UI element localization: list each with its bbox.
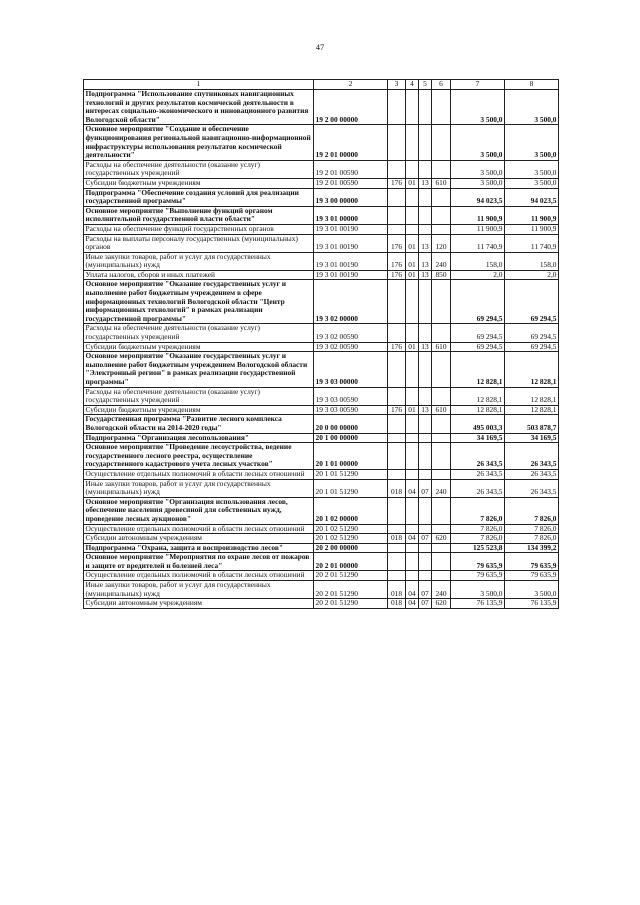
row-grbs <box>388 571 406 581</box>
row-pr <box>419 553 432 571</box>
row-rz <box>406 553 419 571</box>
row-pr <box>419 280 432 324</box>
row-code: 20 0 00 00000 <box>314 415 388 433</box>
row-vr <box>432 280 451 324</box>
row-name: Расходы на обеспечение деятельности (оказание услуг) государственных учреждений <box>84 160 314 178</box>
row-sum-2020: 79 635,9 <box>505 553 559 571</box>
row-sum-2020: 11 900,9 <box>505 206 559 224</box>
row-name: Подпрограмма "Охрана, защита и воспроизводство лесов" <box>84 543 314 553</box>
header-row <box>84 80 559 90</box>
row-sum-2020: 79 635,9 <box>505 571 559 581</box>
row-sum-2019: 125 523,8 <box>451 543 505 553</box>
row-name: Субсидии бюджетным учреждениям <box>84 405 314 415</box>
table-row <box>84 252 559 270</box>
row-sum-2019: 12 828,1 <box>451 387 505 405</box>
row-vr <box>432 524 451 534</box>
row-sum-2019: 495 003,3 <box>451 415 505 433</box>
row-sum-2020: 3 500,0 <box>505 90 559 125</box>
row-name: Расходы на обеспечение деятельности (оказание услуг) государственных учреждений <box>84 387 314 405</box>
table-row <box>84 534 559 544</box>
row-vr <box>432 543 451 553</box>
row-sum-2020: 69 294,5 <box>505 324 559 342</box>
row-pr: 07 <box>419 479 432 497</box>
row-sum-2020: 69 294,5 <box>505 280 559 324</box>
row-grbs <box>388 352 406 387</box>
row-code: 19 3 03 00590 <box>314 387 388 405</box>
row-code: 20 1 02 51290 <box>314 524 388 534</box>
table-row <box>84 543 559 553</box>
row-vr: 240 <box>432 252 451 270</box>
row-code: 19 3 03 00000 <box>314 352 388 387</box>
row-grbs: 018 <box>388 534 406 544</box>
row-code: 20 2 01 00000 <box>314 553 388 571</box>
row-rz: 04 <box>406 534 419 544</box>
table-row <box>84 479 559 497</box>
row-pr <box>419 160 432 178</box>
row-name: Субсидии бюджетным учреждениям <box>84 178 314 188</box>
row-code: 19 2 01 00590 <box>314 178 388 188</box>
row-sum-2020: 134 399,2 <box>505 543 559 553</box>
row-pr <box>419 543 432 553</box>
table-row <box>84 524 559 534</box>
table-row <box>84 234 559 252</box>
row-grbs: 176 <box>388 270 406 280</box>
header-col-7: 7 <box>451 80 505 90</box>
row-sum-2020: 3 500,0 <box>505 178 559 188</box>
row-pr <box>419 433 432 443</box>
row-vr <box>432 206 451 224</box>
row-vr <box>432 160 451 178</box>
row-code: 19 3 01 00000 <box>314 206 388 224</box>
budget-table <box>83 79 559 609</box>
table-row <box>84 188 559 206</box>
row-grbs: 176 <box>388 405 406 415</box>
row-code: 20 2 01 51290 <box>314 599 388 609</box>
header-col-1: 1 <box>84 80 314 90</box>
row-rz: 01 <box>406 252 419 270</box>
row-sum-2019: 69 294,5 <box>451 342 505 352</box>
row-sum-2020: 34 169,5 <box>505 433 559 443</box>
row-rz <box>406 125 419 160</box>
row-vr <box>432 433 451 443</box>
row-rz <box>406 415 419 433</box>
table-row <box>84 90 559 125</box>
row-pr: 07 <box>419 581 432 599</box>
row-vr <box>432 125 451 160</box>
row-grbs <box>388 280 406 324</box>
row-sum-2020: 26 343,5 <box>505 479 559 497</box>
row-sum-2019: 76 135,9 <box>451 599 505 609</box>
row-rz <box>406 497 419 524</box>
row-rz <box>406 206 419 224</box>
row-name: Основное мероприятие "Создание и обеспечение функционирования региональной навигационно-информационной инфраструктуры использования результатов космической деятельности" <box>84 125 314 160</box>
row-pr <box>419 188 432 206</box>
row-name: Иные закупки товаров, работ и услуг для государственных (муниципальных) нужд <box>84 252 314 270</box>
row-code: 19 3 01 00190 <box>314 270 388 280</box>
row-grbs <box>388 433 406 443</box>
row-sum-2019: 11 900,9 <box>451 224 505 234</box>
row-grbs <box>388 497 406 524</box>
row-vr <box>432 387 451 405</box>
row-sum-2019: 79 635,9 <box>451 553 505 571</box>
row-sum-2020: 158,0 <box>505 252 559 270</box>
row-name: Субсидии бюджетным учреждениям <box>84 342 314 352</box>
row-name: Подпрограмма "Обеспечение создания условий для реализации государственной программы" <box>84 188 314 206</box>
row-pr <box>419 443 432 470</box>
row-vr: 610 <box>432 405 451 415</box>
row-code: 20 1 02 00000 <box>314 497 388 524</box>
row-grbs <box>388 543 406 553</box>
row-grbs: 176 <box>388 342 406 352</box>
row-pr <box>419 224 432 234</box>
row-code: 19 3 02 00000 <box>314 280 388 324</box>
row-name: Основное мероприятие "Оказание государственных услуг и выполнение работ бюджетным учреждением Вологодской области "Электронный регион" в рамках реализации государственной программы" <box>84 352 314 387</box>
row-rz <box>406 188 419 206</box>
row-vr <box>432 469 451 479</box>
row-sum-2020: 2,0 <box>505 270 559 280</box>
row-grbs <box>388 160 406 178</box>
row-sum-2020: 12 828,1 <box>505 405 559 415</box>
row-sum-2019: 69 294,5 <box>451 324 505 342</box>
row-sum-2019: 158,0 <box>451 252 505 270</box>
row-sum-2020: 12 828,1 <box>505 352 559 387</box>
row-sum-2020: 7 826,0 <box>505 497 559 524</box>
row-pr: 07 <box>419 534 432 544</box>
header-col-5: 5 <box>419 80 432 90</box>
row-vr: 610 <box>432 178 451 188</box>
table-row <box>84 160 559 178</box>
row-vr: 240 <box>432 581 451 599</box>
row-vr <box>432 90 451 125</box>
row-pr: 13 <box>419 252 432 270</box>
row-pr <box>419 497 432 524</box>
row-rz <box>406 352 419 387</box>
row-rz: 01 <box>406 342 419 352</box>
row-name: Иные закупки товаров, работ и услуг для государственных (муниципальных) нужд <box>84 479 314 497</box>
row-code: 20 1 01 51290 <box>314 479 388 497</box>
row-sum-2020: 69 294,5 <box>505 342 559 352</box>
row-code: 20 1 02 51290 <box>314 534 388 544</box>
row-name: Осуществление отдельных полномочий в области лесных отношений <box>84 571 314 581</box>
row-name: Уплата налогов, сборов и иных платежей <box>84 270 314 280</box>
row-name: Осуществление отдельных полномочий в области лесных отношений <box>84 524 314 534</box>
row-grbs <box>388 224 406 234</box>
row-pr <box>419 324 432 342</box>
table-row <box>84 342 559 352</box>
table-row <box>84 599 559 609</box>
row-pr <box>419 352 432 387</box>
header-col-3: 3 <box>388 80 406 90</box>
table-row <box>84 415 559 433</box>
row-code: 19 3 01 00190 <box>314 252 388 270</box>
row-sum-2019: 11 740,9 <box>451 234 505 252</box>
row-name: Основное мероприятие "Проведение лесоустройства, ведение государственного лесного реестра, осуществление государственного кадастрового учета лесных участков" <box>84 443 314 470</box>
row-sum-2020: 7 826,0 <box>505 524 559 534</box>
row-grbs <box>388 553 406 571</box>
header-col-2: 2 <box>314 80 388 90</box>
row-code: 20 2 01 51290 <box>314 581 388 599</box>
table-row <box>84 405 559 415</box>
header-col-4: 4 <box>406 80 419 90</box>
row-rz <box>406 160 419 178</box>
row-rz: 01 <box>406 234 419 252</box>
row-grbs <box>388 469 406 479</box>
row-sum-2020: 7 826,0 <box>505 534 559 544</box>
row-sum-2020: 76 135,9 <box>505 599 559 609</box>
row-pr <box>419 415 432 433</box>
row-vr <box>432 415 451 433</box>
row-rz <box>406 469 419 479</box>
row-vr: 620 <box>432 534 451 544</box>
row-sum-2019: 26 343,5 <box>451 469 505 479</box>
row-code: 20 1 00 00000 <box>314 433 388 443</box>
row-vr: 240 <box>432 479 451 497</box>
row-grbs <box>388 188 406 206</box>
row-pr: 07 <box>419 599 432 609</box>
row-code: 19 3 01 00190 <box>314 224 388 234</box>
table-row <box>84 224 559 234</box>
row-name: Расходы на обеспечение функций государственных органов <box>84 224 314 234</box>
row-rz: 01 <box>406 270 419 280</box>
row-name: Расходы на обеспечение деятельности (оказание услуг) государственных учреждений <box>84 324 314 342</box>
row-code: 20 2 01 51290 <box>314 571 388 581</box>
row-rz: 01 <box>406 178 419 188</box>
row-rz <box>406 543 419 553</box>
row-sum-2019: 7 826,0 <box>451 524 505 534</box>
row-vr <box>432 224 451 234</box>
table-row <box>84 206 559 224</box>
row-sum-2019: 3 500,0 <box>451 160 505 178</box>
table-row <box>84 497 559 524</box>
row-grbs: 176 <box>388 178 406 188</box>
row-code: 19 2 01 00000 <box>314 125 388 160</box>
table-row <box>84 581 559 599</box>
row-name: Основное мероприятие "Организация использования лесов, обеспечение населения древесиной для собственных нужд, проведение лесных аукционов" <box>84 497 314 524</box>
row-sum-2019: 79 635,9 <box>451 571 505 581</box>
row-vr <box>432 188 451 206</box>
row-rz: 04 <box>406 479 419 497</box>
row-sum-2020: 3 500,0 <box>505 160 559 178</box>
row-name: Основное мероприятие "Оказание государственных услуг и выполнение работ бюджетным учреждением в сфере информационных технологий Вологодской области "Центр информационных технологий" в рамках реализации государственной программы" <box>84 280 314 324</box>
table-row <box>84 270 559 280</box>
row-sum-2019: 3 500,0 <box>451 581 505 599</box>
row-code: 19 3 02 00590 <box>314 342 388 352</box>
row-vr <box>432 571 451 581</box>
row-rz <box>406 443 419 470</box>
row-vr <box>432 324 451 342</box>
row-vr: 120 <box>432 234 451 252</box>
row-grbs: 176 <box>388 234 406 252</box>
row-vr <box>432 352 451 387</box>
row-sum-2019: 3 500,0 <box>451 90 505 125</box>
row-pr <box>419 387 432 405</box>
row-code: 19 3 02 00590 <box>314 324 388 342</box>
table-row <box>84 553 559 571</box>
row-sum-2019: 12 828,1 <box>451 352 505 387</box>
row-sum-2020: 3 500,0 <box>505 581 559 599</box>
row-name: Основное мероприятие "Выполнение функций органом исполнительной государственной власти области" <box>84 206 314 224</box>
row-grbs <box>388 125 406 160</box>
row-pr: 13 <box>419 342 432 352</box>
row-sum-2020: 11 740,9 <box>505 234 559 252</box>
row-grbs <box>388 206 406 224</box>
row-code: 19 3 01 00190 <box>314 234 388 252</box>
row-code: 19 3 03 00590 <box>314 405 388 415</box>
row-name: Подпрограмма "Использование спутниковых навигационных технологий и других результатов космической деятельности в интересах социально-экономического и инновационного развития Вологодской области" <box>84 90 314 125</box>
row-pr: 13 <box>419 270 432 280</box>
row-vr: 620 <box>432 599 451 609</box>
row-grbs <box>388 443 406 470</box>
row-rz <box>406 90 419 125</box>
row-sum-2020: 3 500,0 <box>505 125 559 160</box>
table-row <box>84 571 559 581</box>
row-pr <box>419 125 432 160</box>
row-vr <box>432 443 451 470</box>
row-grbs <box>388 524 406 534</box>
row-rz: 04 <box>406 581 419 599</box>
row-sum-2019: 34 169,5 <box>451 433 505 443</box>
row-vr: 610 <box>432 342 451 352</box>
table-row <box>84 280 559 324</box>
row-rz <box>406 433 419 443</box>
header-col-8: 8 <box>505 80 559 90</box>
row-pr <box>419 90 432 125</box>
row-sum-2019: 11 900,9 <box>451 206 505 224</box>
row-sum-2019: 12 828,1 <box>451 405 505 415</box>
row-rz: 04 <box>406 599 419 609</box>
row-pr <box>419 469 432 479</box>
row-grbs <box>388 90 406 125</box>
row-sum-2019: 2,0 <box>451 270 505 280</box>
row-code: 19 2 01 00590 <box>314 160 388 178</box>
row-code: 19 3 00 00000 <box>314 188 388 206</box>
row-sum-2019: 94 023,5 <box>451 188 505 206</box>
row-name: Основное мероприятие "Мероприятия по охране лесов от пожаров и защите от вредителей и болезней леса" <box>84 553 314 571</box>
table-row <box>84 433 559 443</box>
row-rz <box>406 387 419 405</box>
row-pr <box>419 524 432 534</box>
row-rz <box>406 324 419 342</box>
row-pr <box>419 571 432 581</box>
row-sum-2019: 69 294,5 <box>451 280 505 324</box>
row-sum-2020: 94 023,5 <box>505 188 559 206</box>
table-row <box>84 443 559 470</box>
row-name: Расходы на выплаты персоналу государственных (муниципальных) органов <box>84 234 314 252</box>
row-rz <box>406 524 419 534</box>
row-sum-2019: 3 500,0 <box>451 178 505 188</box>
table-row <box>84 324 559 342</box>
row-sum-2020: 26 343,5 <box>505 443 559 470</box>
row-pr: 13 <box>419 405 432 415</box>
row-sum-2019: 3 500,0 <box>451 125 505 160</box>
row-sum-2020: 12 828,1 <box>505 387 559 405</box>
table-row <box>84 469 559 479</box>
row-vr <box>432 553 451 571</box>
header-col-6: 6 <box>432 80 451 90</box>
table-row <box>84 178 559 188</box>
row-name: Субсидии автономным учреждениям <box>84 599 314 609</box>
row-pr <box>419 206 432 224</box>
row-sum-2020: 11 900,9 <box>505 224 559 234</box>
row-name: Подпрограмма "Организация лесопользования" <box>84 433 314 443</box>
row-sum-2020: 503 878,7 <box>505 415 559 433</box>
row-rz: 01 <box>406 405 419 415</box>
row-grbs: 018 <box>388 479 406 497</box>
row-code: 20 2 00 00000 <box>314 543 388 553</box>
page-number: 47 <box>315 42 325 52</box>
table-row <box>84 387 559 405</box>
row-pr: 13 <box>419 234 432 252</box>
row-vr: 850 <box>432 270 451 280</box>
row-code: 20 1 01 00000 <box>314 443 388 470</box>
table-row <box>84 352 559 387</box>
row-grbs: 018 <box>388 581 406 599</box>
row-name: Государственная программа "Развитие лесного комплекса Вологодской области на 2014-2020 годы" <box>84 415 314 433</box>
row-sum-2019: 26 343,5 <box>451 443 505 470</box>
row-grbs <box>388 324 406 342</box>
row-sum-2019: 26 343,5 <box>451 479 505 497</box>
row-name: Иные закупки товаров, работ и услуг для государственных (муниципальных) нужд <box>84 581 314 599</box>
row-grbs <box>388 415 406 433</box>
row-name: Субсидии автономным учреждениям <box>84 534 314 544</box>
table-row <box>84 125 559 160</box>
row-grbs: 018 <box>388 599 406 609</box>
row-rz <box>406 280 419 324</box>
row-vr <box>432 497 451 524</box>
row-code: 20 1 01 51290 <box>314 469 388 479</box>
row-rz <box>406 224 419 234</box>
row-sum-2019: 7 826,0 <box>451 534 505 544</box>
row-code: 19 2 00 00000 <box>314 90 388 125</box>
row-sum-2020: 26 343,5 <box>505 469 559 479</box>
row-grbs <box>388 387 406 405</box>
row-rz <box>406 571 419 581</box>
row-sum-2019: 7 826,0 <box>451 497 505 524</box>
row-pr: 13 <box>419 178 432 188</box>
row-grbs: 176 <box>388 252 406 270</box>
row-name: Осуществление отдельных полномочий в области лесных отношений <box>84 469 314 479</box>
